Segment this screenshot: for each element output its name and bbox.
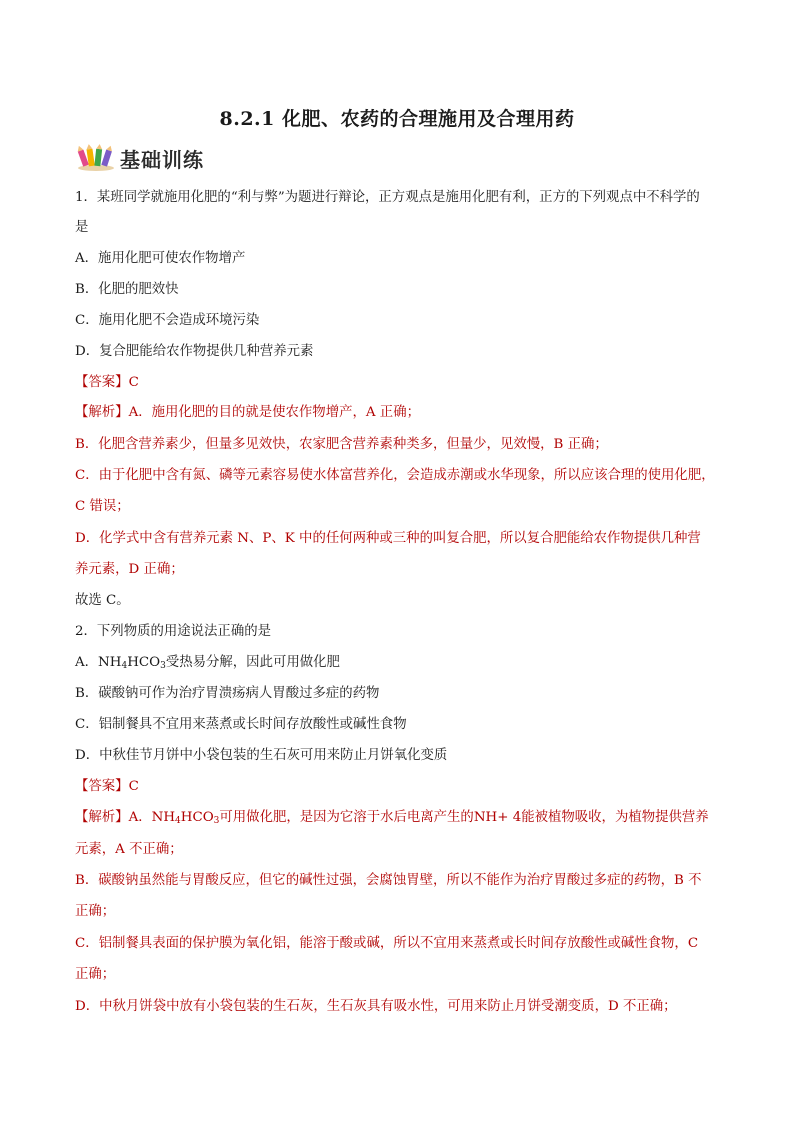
q2-answer-label: 【答案】 — [75, 779, 129, 794]
q2-stem: 2．下列物质的用途说法正确的是 — [75, 624, 271, 639]
q1-option-d: D．复合肥能给农作物提供几种营养元素 — [75, 344, 314, 359]
q1-analysis-c-line1: C．由于化肥中含有氮、磷等元素容易使水体富营养化，会造成赤潮或水华现象，所以应该合理的使用化肥， — [75, 468, 715, 483]
q1-analysis-b: B．化肥含营养素少，但量多见效快，农家肥含营养素种类多，但量少，见效慢，B 正确； — [75, 437, 608, 452]
q1-conclusion: 故选 C。 — [75, 593, 130, 608]
q2-analysis-c-line2: 正确； — [75, 967, 116, 982]
q1-answer-value: C — [128, 375, 139, 390]
q2-analysis-label: 【解析】 — [75, 810, 129, 825]
q2-analysis-d-line1: D．中秋月饼袋中放有小袋包装的生石灰，生石灰具有吸水性，可用来防止月饼受潮变质，D 不正确； — [75, 999, 677, 1014]
q1-analysis-c-line2: C 错误； — [75, 499, 130, 514]
q2-analysis-a-suffix: 可用做化肥，是因为它溶于水后电离产生的NH+ 4能被植物吸收，为植物提供营养 — [219, 810, 709, 825]
q2-analysis-b-line1: B．碳酸钠虽然能与胃酸反应，但它的碱性过强，会腐蚀胃壁，所以不能作为治疗胃酸过多症的药物，B 不 — [75, 873, 702, 888]
q2-option-a-prefix: A．NH — [75, 655, 122, 670]
q2-option-b: B．碳酸钠可作为治疗胃溃疡病人胃酸过多症的药物 — [75, 686, 380, 701]
q1-option-c: C．施用化肥不会造成环境污染 — [75, 313, 260, 328]
q1-analysis-d-line2: 养元素，D 正确； — [75, 562, 184, 577]
section-badge — [76, 143, 204, 173]
q2-option-c: C．铝制餐具不宜用来蒸煮或长时间存放酸性或碱性食物 — [75, 717, 407, 732]
q2-analysis-a-prefix: A．NH — [128, 810, 176, 825]
q1-analysis-a-text: A．施用化肥的目的就是使农作物增产，A 正确； — [128, 405, 420, 420]
q1-stem-line1: 1．某班同学就施用化肥的“利与弊”为题进行辩论，正方观点是施用化肥有利，正方的下列观点中不科学的 — [75, 190, 700, 205]
q2-analysis-a-mid: HCO — [180, 810, 214, 825]
q1-option-a: A．施用化肥可使农作物增产 — [75, 251, 246, 266]
q2-option-a-suffix: 受热易分解，因此可用做化肥 — [165, 655, 340, 670]
q1-analysis-label: 【解析】 — [75, 405, 129, 420]
q2-option-a-mid: HCO — [127, 655, 161, 670]
q2-option-d: D．中秋佳节月饼中小袋包装的生石灰可用来防止月饼氧化变质 — [75, 748, 448, 763]
q1-stem-line2: 是 — [75, 220, 89, 235]
q1-answer-label: 【答案】 — [75, 375, 129, 390]
q2-answer-value: C — [128, 779, 139, 794]
q2-option-a — [75, 654, 340, 672]
page-title: 8.2.1 化肥、农药的合理施用及合理用药 — [219, 108, 575, 130]
q1-analysis-d-line1: D．化学式中含有营养元素 N、P、K 中的任何两种或三种的叫复合肥，所以复合肥能给农作物提供几种营 — [75, 531, 701, 546]
q2-analysis-c-line1: C．铝制餐具表面的保护膜为氧化铝，能溶于酸或碱，所以不宜用来蒸煮或长时间存放酸性或碱性食物，C — [75, 936, 699, 951]
q2-answer — [75, 778, 139, 796]
q2-analysis-a-line1 — [75, 809, 709, 827]
q2-analysis-a-sub1: 4 — [175, 816, 181, 826]
q2-analysis-a-line2: 元素，A 不正确； — [75, 842, 183, 857]
q2-option-a-sub1: 4 — [121, 661, 128, 671]
q2-option-a-sub2: 3 — [160, 661, 166, 671]
q1-analysis-a — [75, 404, 420, 422]
section-badge-label: 基础训练 — [120, 147, 204, 172]
q2-analysis-b-line2: 正确； — [75, 904, 116, 919]
pencils-icon — [76, 144, 116, 172]
q1-option-b: B．化肥的肥效快 — [75, 282, 179, 297]
q2-analysis-a-sub2: 3 — [213, 816, 220, 826]
q1-answer — [75, 374, 139, 392]
